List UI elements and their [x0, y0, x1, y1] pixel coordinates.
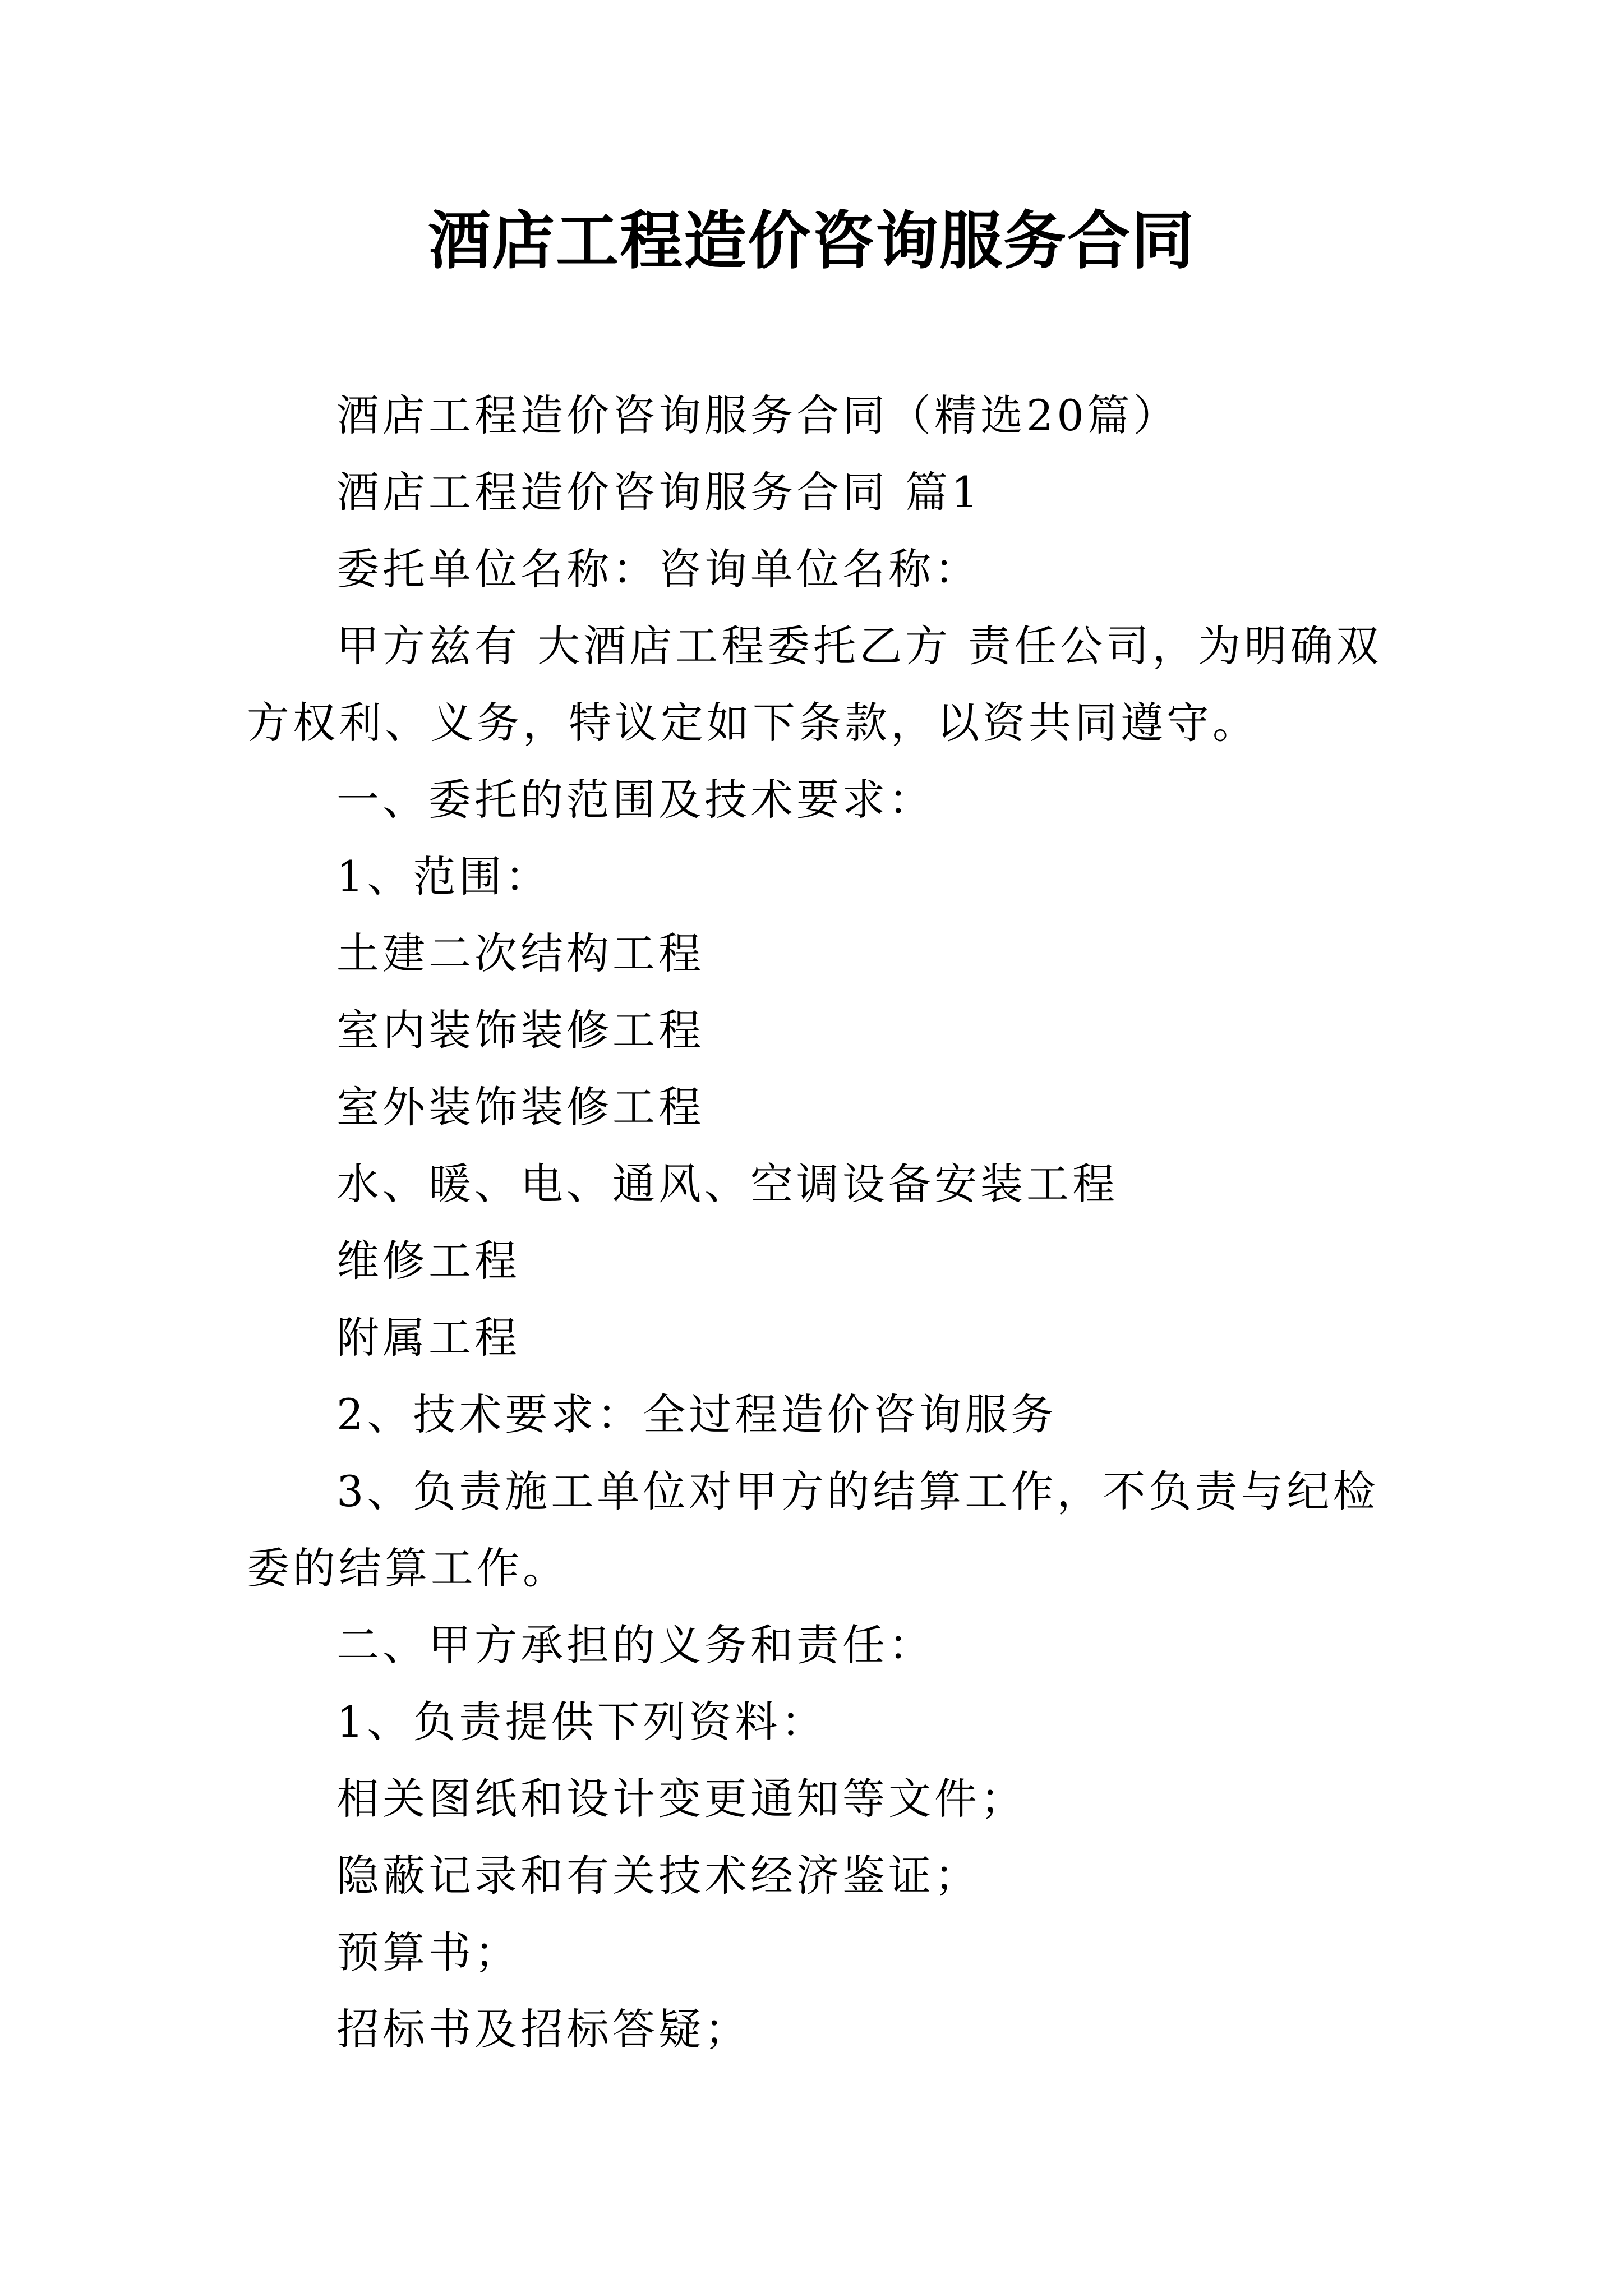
paragraph: 水、暖、电、通风、空调设备安装工程: [336, 1159, 1118, 1209]
paragraph: 土建二次结构工程: [336, 928, 704, 978]
paragraph: 一、委托的范围及技术要求：: [336, 775, 934, 825]
paragraph: 附属工程: [336, 1313, 520, 1363]
paragraph: 二、甲方承担的义务和责任：: [336, 1620, 934, 1670]
paragraph: 1、范围：: [336, 852, 551, 901]
document-body: [247, 377, 1391, 2068]
paragraph: 酒店工程造价咨询服务合同（精选20篇）: [336, 390, 1179, 440]
paragraph: 预算书；: [336, 1927, 520, 1977]
paragraph: 1、负责提供下列资料：: [336, 1697, 827, 1747]
paragraph: 室外装饰装修工程: [336, 1082, 704, 1132]
paragraph: 维修工程: [336, 1236, 520, 1286]
paragraph: 2、技术要求：全过程造价咨询服务: [336, 1389, 1057, 1439]
paragraph: 委托单位名称：咨询单位名称：: [336, 544, 980, 594]
paragraph: 3、负责施工单位对甲方的结算工作，不负责与纪检委的结算工作。: [247, 1466, 1379, 1593]
paragraph: 甲方兹有 大酒店工程委托乙方 责任公司，为明确双方权利、义务，特议定如下条款，以资共同遵守。: [247, 621, 1382, 748]
paragraph: 招标书及招标答疑；: [336, 2004, 750, 2054]
paragraph: 酒店工程造价咨询服务合同 篇1: [336, 467, 982, 517]
paragraph: 隐蔽记录和有关技术经济鉴证；: [336, 1851, 980, 1901]
paragraph: 相关图纸和设计变更通知等文件；: [336, 1774, 1026, 1824]
document-title: 酒店工程造价咨询服务合同: [428, 204, 1195, 278]
paragraph: 室内装饰装修工程: [336, 1005, 704, 1055]
